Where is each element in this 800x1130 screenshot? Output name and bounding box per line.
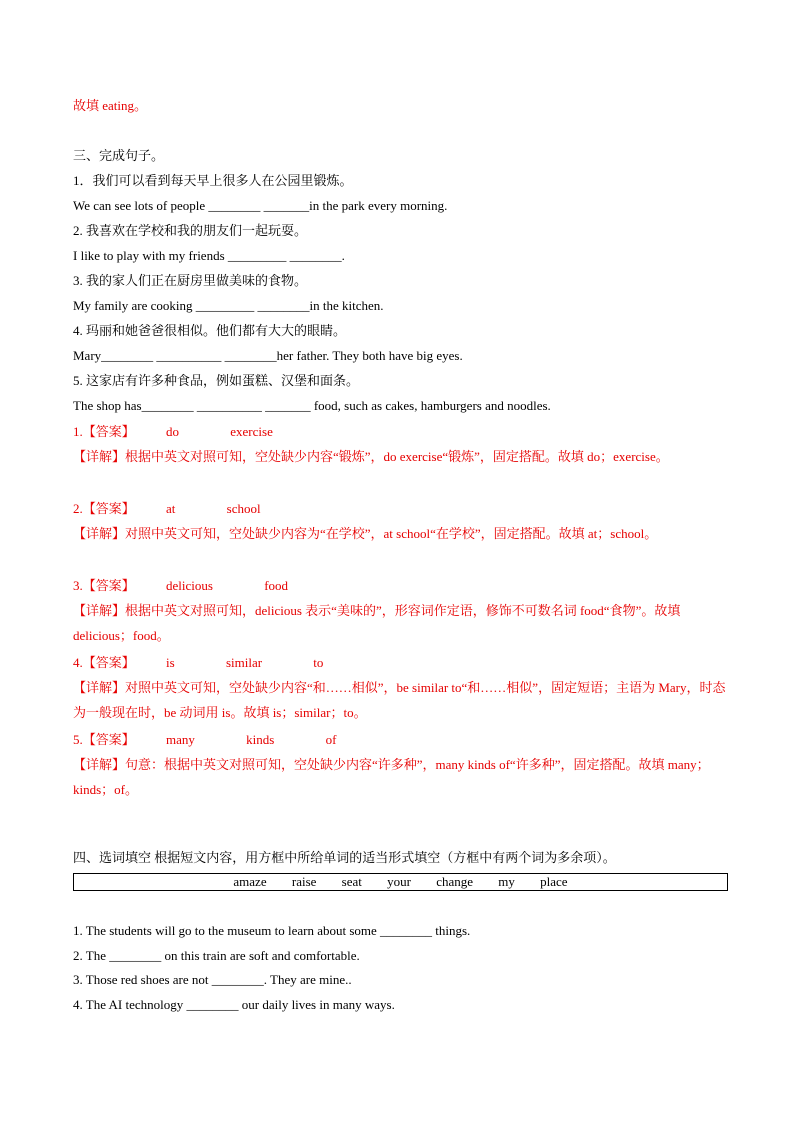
answer-label: 5.【答案】 <box>73 732 135 747</box>
fill-item-1: 1. The students will go to the museum to learn about some ________ things. <box>73 923 471 938</box>
answer-1 <box>73 423 273 441</box>
question-4-en: Mary________ __________ ________her father. They both have big eyes. <box>73 348 463 363</box>
question-4-cn: 4. 玛丽和她爸爸很相似。他们都有大大的眼睛。 <box>73 323 347 338</box>
answer-word: do <box>166 424 180 439</box>
answer-2 <box>73 500 261 518</box>
answer-word: of <box>325 732 337 747</box>
section3-title: 三、完成句子。 <box>73 148 165 163</box>
answer-label: 2.【答案】 <box>73 501 135 516</box>
word-option: amaze <box>233 874 267 889</box>
word-option: my <box>498 874 515 889</box>
question-5-en: The shop has________ __________ _______ food, such as cakes, hamburgers and noodles. <box>73 398 551 413</box>
answer-word: many <box>166 732 195 747</box>
answer-word: to <box>313 655 324 670</box>
answer-4 <box>73 654 323 672</box>
answer-label: 4.【答案】 <box>73 655 135 670</box>
question-1-en: We can see lots of people ________ _______in the park every morning. <box>73 198 448 213</box>
answer-label: 1.【答案】 <box>73 424 135 439</box>
question-3-cn: 3. 我的家人们正在厨房里做美味的食物。 <box>73 273 308 288</box>
answer-2-detail: 【详解】对照中英文可知，空处缺少内容为“在学校”，at school“在学校”，固定搭配。故填 at；school。 <box>73 526 658 541</box>
answer-3 <box>73 577 288 595</box>
answer-word: kinds <box>246 732 275 747</box>
word-option: seat <box>341 874 362 889</box>
answer-word: exercise <box>230 424 273 439</box>
answer-label: 3.【答案】 <box>73 578 135 593</box>
question-3-en: My family are cooking _________ ________in the kitchen. <box>73 298 384 313</box>
answer-word: delicious <box>166 578 213 593</box>
answer-word: similar <box>225 655 263 670</box>
top-note: 故填 eating。 <box>73 98 148 113</box>
word-option: place <box>540 874 568 889</box>
answer-4-detail: 【详解】对照中英文可知，空处缺少内容“和……相似”，be similar to“和……相似”，固定短语；主语为 Mary，时态为一般现在时，be 动词用 is。故填 is；similar；to。 <box>73 680 726 720</box>
answer-word: school <box>226 501 261 516</box>
fill-item-2: 2. The ________ on this train are soft and comfortable. <box>73 948 360 963</box>
question-1-cn: 1．我们可以看到每天早上很多人在公园里锻炼。 <box>73 173 353 188</box>
fill-item-3: 3. Those red shoes are not ________. They are mine.. <box>73 972 352 987</box>
answer-word: is <box>166 655 175 670</box>
answer-1-detail: 【详解】根据中英文对照可知，空处缺少内容“锻炼”，do exercise“锻炼”，固定搭配。故填 do；exercise。 <box>73 449 669 464</box>
word-option: change <box>436 874 474 889</box>
answer-word: food <box>264 578 289 593</box>
word-option: your <box>387 874 411 889</box>
question-5-cn: 5. 这家店有许多种食品，例如蛋糕、汉堡和面条。 <box>73 373 360 388</box>
fill-item-4: 4. The AI technology ________ our daily lives in many ways. <box>73 997 395 1012</box>
answer-word: at <box>166 501 176 516</box>
word-option: raise <box>291 874 317 889</box>
answer-5-detail: 【详解】句意：根据中英文对照可知，空处缺少内容“许多种”，many kinds of“许多种”，固定搭配。故填 many；kinds；of。 <box>73 757 710 797</box>
answer-3-detail: 【详解】根据中英文对照可知，delicious 表示“美味的”，形容词作定语，修饰不可数名词 food“食物”。故填 delicious；food。 <box>73 603 681 643</box>
word-box <box>73 873 728 891</box>
question-2-en: I like to play with my friends _________ ________. <box>73 248 345 263</box>
answer-5 <box>73 731 336 749</box>
question-2-cn: 2. 我喜欢在学校和我的朋友们一起玩耍。 <box>73 223 308 238</box>
section4-title: 四、选词填空 根据短文内容，用方框中所给单词的适当形式填空（方框中有两个词为多余项）。 <box>73 850 616 865</box>
